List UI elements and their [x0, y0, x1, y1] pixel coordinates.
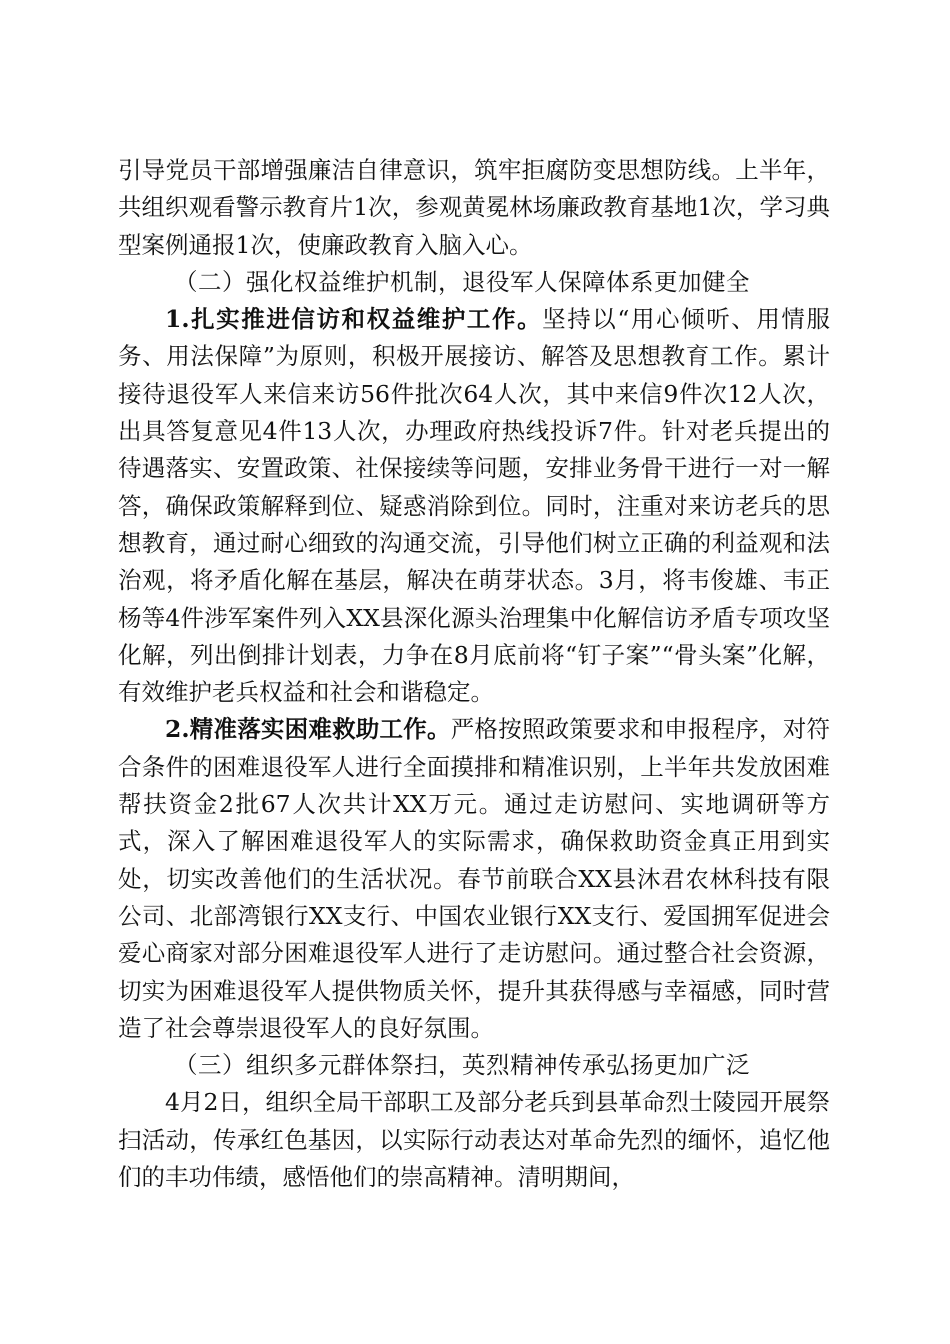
section-heading-2: （二）强化权益维护机制，退役军人保障体系更加健全 [174, 267, 750, 296]
paragraph-item-2 [118, 711, 830, 1047]
paragraph-last: 4月2日，组织全局干部职工及部分老兵到县革命烈士陵园开展祭扫活动，传承红色基因，以实际行动表达对革命先烈的缅怀，追忆他们的丰功伟绩，感悟他们的崇高精神。清明期间， [118, 1088, 830, 1192]
paragraph-continuation: 引导党员干部增强廉洁自律意识，筑牢拒腐防变思想防线。上半年，共组织观看警示教育片1次，参观黄冕林场廉政教育基地1次，学习典型案例通报1次，使廉政教育入脑入心。 [118, 156, 830, 259]
section-heading-3: （三）组织多元群体祭扫，英烈精神传承弘扬更加广泛 [174, 1051, 750, 1080]
item-1-lead: 1.扎实推进信访和权益维护工作。 [165, 305, 543, 334]
item-2-body: 严格按照政策要求和申报程序，对符合条件的困难退役军人进行全面摸排和精准识别，上半年共发放困难帮扶资金2批67人次共计XX万元。通过走访慰问、实地调研等方式，深入了解困难退役军人的实际需求，确保救助资金真正用到实处，切实改善他们的生活状况。春节前联合XX县沐君农林科技有限公司、北部湾银行XX支行、中国农业银行XX支行、爱国拥军促进会爱心商家对部分困难退役军人进行了走访慰问。通过整合社会资源，切实为困难退役军人提供物质关怀，提升其获得感与幸福感，同时营造了社会尊崇退役军人的良好氛围。 [118, 715, 830, 1042]
document-body [118, 152, 830, 1196]
item-2-lead: 2.精准落实困难救助工作。 [165, 715, 451, 744]
paragraph-item-1 [118, 301, 830, 711]
item-1-body: 坚持以“用心倾听、用情服务、用法保障”为原则，积极开展接访、解答及思想教育工作。累计接待退役军人来信来访56件批次64人次，其中来信9件次12人次，出具答复意见4件13人次，办理政府热线投诉7件。针对老兵提出的待遇落实、安置政策、社保接续等问题，安排业务骨干进行一对一解答，确保政策解释到位、疑惑消除到位。同时，注重对来访老兵的思想教育，通过耐心细致的沟通交流，引导他们树立正确的利益观和法治观，将矛盾化解在基层，解决在萌芽状态。3月，将韦俊雄、韦正杨等4件涉军案件列入XX县深化源头治理集中化解信访矛盾专项攻坚化解，列出倒排计划表，力争在8月底前将“钉子案”“骨头案”化解，有效维护老兵权益和社会和谐稳定。 [118, 305, 830, 707]
